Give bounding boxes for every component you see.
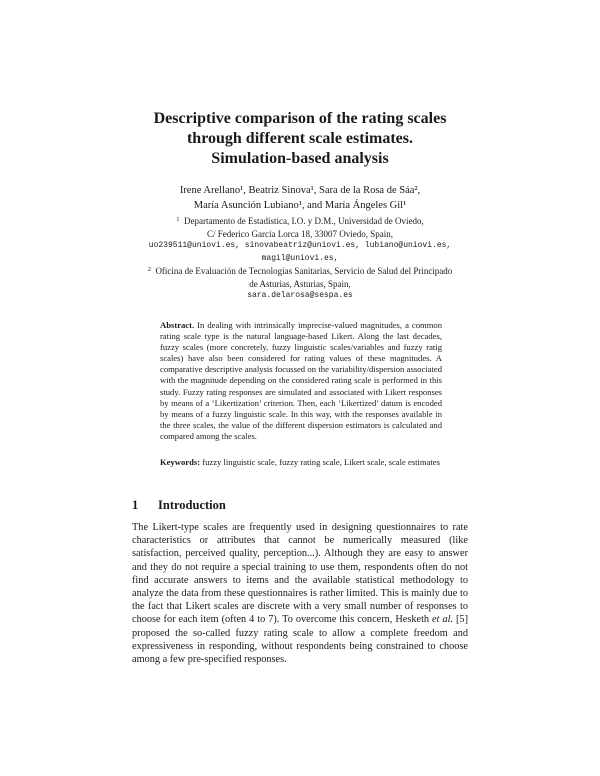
section-heading <box>132 497 226 513</box>
abstract-paragraph <box>160 320 442 442</box>
abstract-label: Abstract. <box>160 320 195 330</box>
authors-line-2: María Asunción Lubiano¹, and María Ángeles Gil¹ <box>193 200 407 211</box>
intro-text-after: [5] proposed the so-called fuzzy rating scale to allow a complete freedom and expressiveness in responding, without respondents being constrained to choose among a few pre-specified responses. <box>132 614 468 666</box>
affiliations <box>120 215 480 303</box>
title-line-3: Simulation-based analysis <box>211 150 389 167</box>
section-number: 1 <box>132 498 139 512</box>
affiliation-1-emails: uo239511@uniovi.es, sinovabeatriz@uniovi.es, lubiano@uniovi.es, <box>148 241 452 250</box>
affiliation-2-email: sara.delarosa@sespa.es <box>247 291 353 300</box>
affiliation-2-mark: 2 <box>147 266 151 273</box>
paper-title <box>100 109 500 169</box>
title-line-1: Descriptive comparison of the rating scales <box>153 110 447 127</box>
introduction-paragraph <box>132 521 468 666</box>
affiliation-1-mark: 1 <box>176 216 180 223</box>
abstract-text: In dealing with intrinsically imprecise-valued magnitudes, a common rating scale type is the natural language-based Likert. Along the last decades, fuzzy scales (more concretely, fuzzy linguistic scales/variables and fuzzy ratig scales) have also been considered for rating values of these magnitudes. A comparative descriptive analysis focussed on the variability/dispersion associated with the magnitude depending on the considered rating scale is performed in this study. Fuzzy rating responses are simulated and associated with Likert responses by means of a ‘Likertization’ criterion. Then, each ‘Likertized’ datum is encoded by means of a fuzzy linguistic scale. In this way, with the responses available in the three scales, the value of the different dispersion estimators is calculated and compared among the scales. <box>160 320 442 441</box>
section-title: Introduction <box>158 498 226 512</box>
affiliation-1-dept: Departamento de Estadística, I.O. y D.M., Universidad de Oviedo, <box>184 216 424 226</box>
intro-et-al: et al. <box>432 614 454 626</box>
affiliation-2-line-1 <box>120 265 480 278</box>
affiliation-1-address: C/ Federico García Lorca 18, 33007 Oviedo, Spain, <box>207 228 393 239</box>
keywords-text: fuzzy linguistic scale, fuzzy rating scale, Likert scale, scale estimates <box>202 457 440 467</box>
intro-text-before: The Likert-type scales are frequently used in designing questionnaires to rate characteristics or attributes that cannot be numerically measured (like satisfaction, perceived quality, perception...). Although they are easy to answer and they do not require a special training to use them, respondents often do not find accurate answers to items and the available statistical methodology to analyze the data from these questionnaires is rather limited. This is mainly due to the fact that Likert scales are discrete with a very small number of responses to choose for each item (often 4 to 7). To overcome this concern, Hesketh <box>132 522 468 626</box>
author-list <box>90 183 510 213</box>
keywords-label: Keywords: <box>160 457 201 467</box>
keywords <box>160 457 442 468</box>
affiliation-1-line-1 <box>120 215 480 228</box>
affiliation-2-office: Oficina de Evaluación de Tecnologías Sanitarias, Servicio de Salud del Principado <box>155 266 453 276</box>
title-line-2: through different scale estimates. <box>186 130 414 147</box>
affiliation-2-location: de Asturias, Asturias, Spain, <box>249 278 351 289</box>
authors-line-1: Irene Arellano¹, Beatriz Sinova¹, Sara de la Rosa de Sáa², <box>179 185 421 196</box>
affiliation-1-email-extra: magil@uniovi.es, <box>261 253 339 263</box>
abstract <box>160 320 442 442</box>
introduction-text <box>132 521 468 666</box>
